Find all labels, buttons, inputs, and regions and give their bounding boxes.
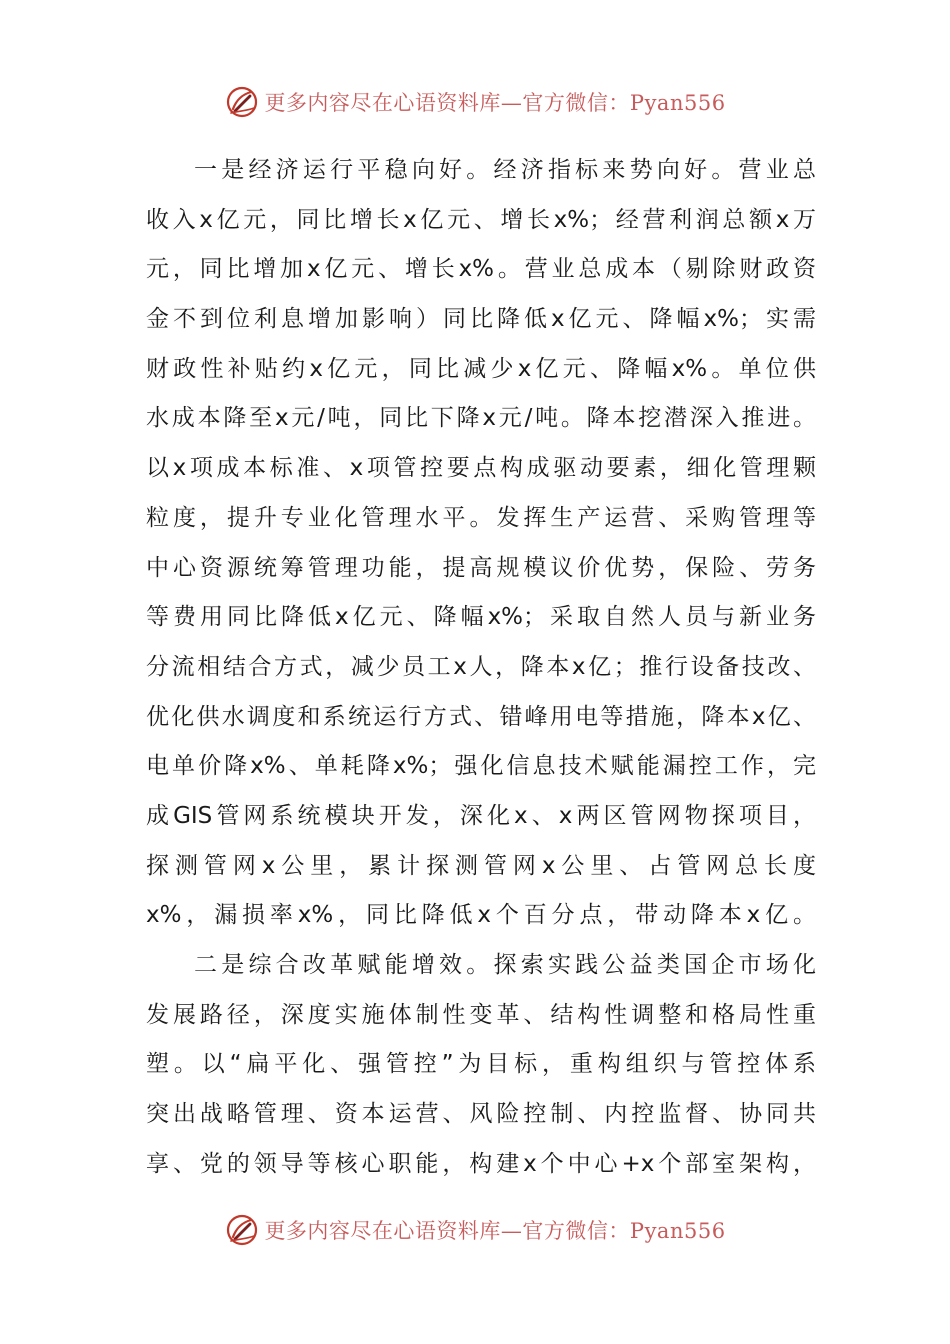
- text-line: 金不到位利息增加影响）同比降低x亿元、降幅x%；实需: [146, 306, 816, 333]
- text-line: 等费用同比降低x亿元、降幅x%；采取自然人员与新业务: [146, 604, 816, 631]
- signature-pen-logo-icon: [224, 1212, 260, 1248]
- text-line: 塑。以“扁平化、强管控”为目标，重构组织与管控体系: [146, 1051, 816, 1078]
- text-line: 以x项成本标准、x项管控要点构成驱动要素，细化管理颗: [146, 455, 816, 482]
- text-line: 分流相结合方式，减少员工x人，降本x亿；推行设备技改、: [146, 653, 816, 680]
- text-line: 水成本降至x元/吨，同比下降x元/吨。降本挖潜深入推进。: [146, 405, 816, 432]
- text-line: 财政性补贴约x亿元，同比减少x亿元、降幅x%。单位供: [146, 355, 816, 382]
- header-watermark-banner: [0, 82, 950, 122]
- signature-pen-logo-icon: [224, 84, 260, 120]
- watermark-text: 更多内容尽在心语资料库—官方微信：Pyan556: [264, 1219, 726, 1243]
- text-line: 探测管网x公里，累计探测管网x公里、占管网总长度: [146, 852, 816, 879]
- text-line: 成GIS管网系统模块开发，深化x、x两区管网物探项目，: [146, 802, 816, 829]
- text-line: 二是综合改革赋能增效。探索实践公益类国企市场化: [194, 952, 816, 978]
- document-body: [146, 146, 816, 1189]
- text-line: x%，漏损率x%，同比降低x个百分点，带动降本x亿。: [146, 902, 816, 929]
- text-line: 一是经济运行平稳向好。经济指标来势向好。营业总: [194, 157, 816, 183]
- text-line: 中心资源统筹管理功能，提高规模议价优势，保险、劳务: [146, 554, 816, 581]
- text-line: 元，同比增加x亿元、增长x%。营业总成本（剔除财政资: [146, 256, 816, 283]
- text-line: 发展路径，深度实施体制性变革、结构性调整和格局性重: [146, 1001, 816, 1028]
- text-line: 电单价降x%、单耗降x%；强化信息技术赋能漏控工作，完: [146, 753, 816, 780]
- watermark-text: 更多内容尽在心语资料库—官方微信：Pyan556: [264, 91, 726, 115]
- text-line: 粒度，提升专业化管理水平。发挥生产运营、采购管理等: [146, 504, 816, 531]
- text-line: 享、党的领导等核心职能，构建x个中心+x个部室架构，: [146, 1150, 816, 1177]
- text-line: 优化供水调度和系统运行方式、错峰用电等措施，降本x亿、: [146, 703, 816, 730]
- text-line: 收入x亿元，同比增长x亿元、增长x%；经营利润总额x万: [146, 206, 816, 233]
- text-line: 突出战略管理、资本运营、风险控制、内控监督、协同共: [146, 1101, 816, 1128]
- footer-watermark-banner: [0, 1210, 950, 1250]
